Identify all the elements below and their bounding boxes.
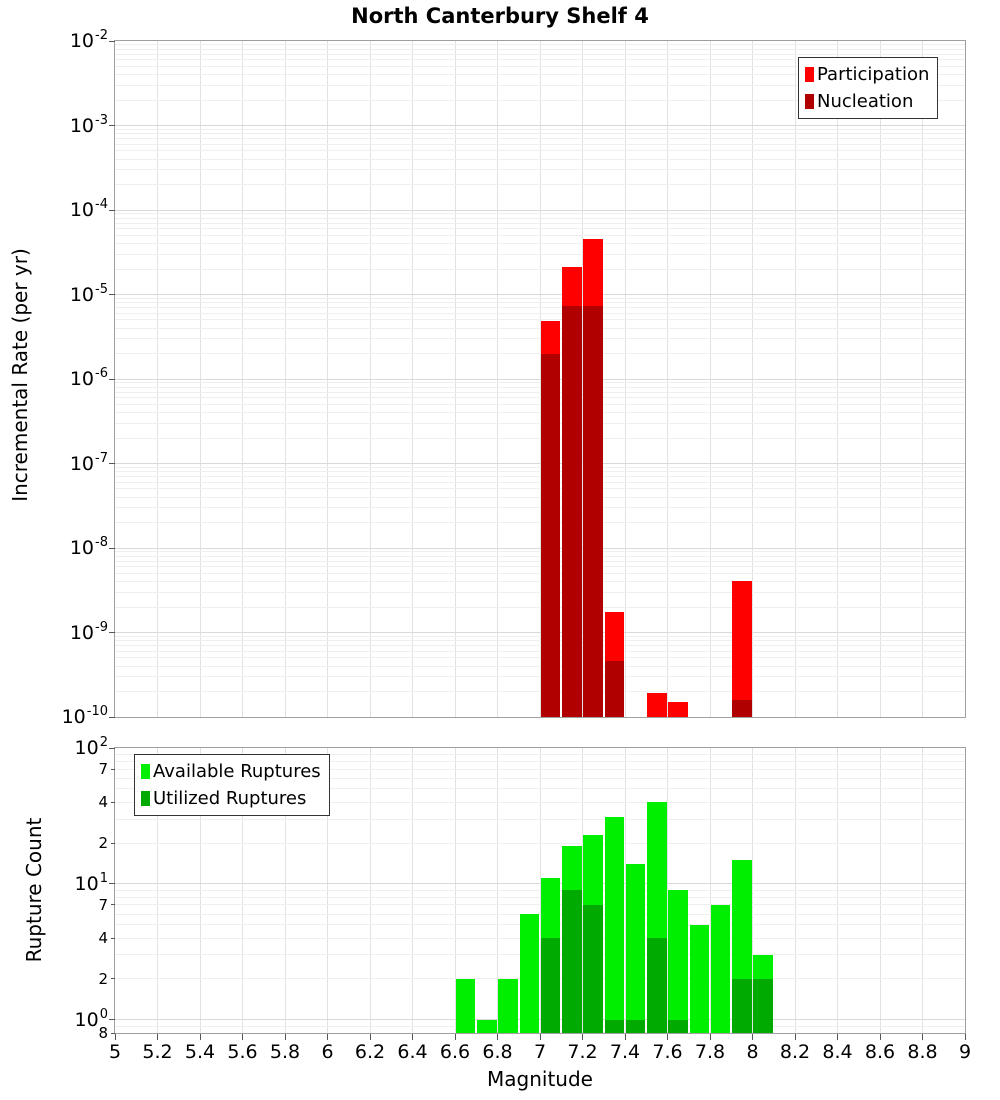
y-tick-mark xyxy=(109,717,115,718)
x-tick-mark xyxy=(242,1034,243,1040)
y-tick-mark xyxy=(109,379,115,380)
x-tick-label: 8 xyxy=(746,1041,759,1063)
utilized-ruptures-bar xyxy=(753,979,773,1033)
y-tick-label: $10^{-9}$ xyxy=(69,619,108,644)
gridline-minor xyxy=(115,169,965,170)
y-minor-tick-mark xyxy=(111,843,115,844)
y-minor-tick-label: 7 xyxy=(98,895,108,914)
y-minor-tick-mark xyxy=(111,802,115,803)
x-tick-label: 6.6 xyxy=(439,1041,471,1063)
gridline-minor xyxy=(115,243,965,244)
x-tick-label: 5 xyxy=(108,1041,122,1063)
nucleation-bar xyxy=(583,306,603,717)
legend-label: Utilized Ruptures xyxy=(153,788,307,809)
x-tick-mark xyxy=(455,1034,456,1040)
gridline-minor xyxy=(115,133,965,134)
y-minor-tick-label: 8 xyxy=(98,1024,108,1042)
bottom-legend xyxy=(134,754,330,816)
x-tick-label: 8.4 xyxy=(822,1041,853,1063)
y-tick-mark xyxy=(109,883,115,884)
x-tick-mark xyxy=(370,1034,371,1040)
x-tick-label: 7.6 xyxy=(652,1041,683,1063)
gridline-minor xyxy=(115,307,965,308)
y-tick-label: $10^{-3}$ xyxy=(69,112,108,137)
y-minor-tick-mark xyxy=(111,904,115,905)
y-tick-mark xyxy=(109,463,115,464)
legend-label: Available Ruptures xyxy=(153,761,321,782)
x-tick-label: 7.4 xyxy=(609,1041,641,1063)
y-tick-mark xyxy=(109,1019,115,1020)
x-tick-mark xyxy=(115,1034,116,1040)
participation-bar xyxy=(732,581,752,717)
gridline-minor xyxy=(115,228,965,229)
y-tick-label: $10^{-8}$ xyxy=(69,535,108,559)
gridline-minor xyxy=(115,223,965,224)
available-ruptures-bar xyxy=(605,817,625,1033)
available-ruptures-bar xyxy=(520,914,540,1033)
gridline-minor xyxy=(115,269,965,270)
y-tick-mark xyxy=(109,632,115,633)
x-tick-label: 6 xyxy=(321,1041,334,1063)
y-minor-tick-label: 4 xyxy=(98,929,108,947)
x-tick-mark xyxy=(200,1034,201,1040)
gridline-minor xyxy=(115,44,965,45)
bottom-y-axis-label: Rupture Count xyxy=(22,817,46,963)
x-tick-mark xyxy=(795,1034,796,1040)
available-ruptures-bar xyxy=(711,905,731,1033)
x-tick-label: 5.2 xyxy=(142,1041,173,1063)
x-tick-label: 7.8 xyxy=(694,1041,726,1063)
nucleation-bar xyxy=(732,700,752,717)
gridline-minor xyxy=(115,302,965,303)
legend-item xyxy=(805,61,929,88)
gridline-minor xyxy=(115,843,965,844)
y-tick-label: $10^{-7}$ xyxy=(69,450,108,475)
available-ruptures-bar xyxy=(668,890,688,1033)
top-plot-area xyxy=(114,40,966,718)
utilized-ruptures-bar xyxy=(647,938,667,1033)
utilized-ruptures-bar xyxy=(626,1020,646,1033)
y-tick-label: $10^0$ xyxy=(74,1006,108,1031)
y-tick-label: $10^{-6}$ xyxy=(69,366,108,390)
y-tick-mark xyxy=(109,210,115,211)
utilized-ruptures-bar xyxy=(562,890,582,1033)
gridline-minor xyxy=(115,150,965,151)
x-tick-mark xyxy=(497,1034,498,1040)
y-tick-mark xyxy=(109,748,115,749)
gridline-minor xyxy=(115,235,965,236)
chart-title: North Canterbury Shelf 4 xyxy=(351,4,649,28)
gridline-minor xyxy=(115,138,965,139)
available-ruptures-bar xyxy=(626,864,646,1033)
y-tick-mark xyxy=(109,41,115,42)
utilized-ruptures-swatch xyxy=(141,791,150,806)
x-axis-label: Magnitude xyxy=(487,1067,593,1091)
top-y-axis-label: Incremental Rate (per yr) xyxy=(8,248,32,502)
x-tick-label: 8.8 xyxy=(907,1041,938,1063)
y-tick-mark xyxy=(109,548,115,549)
x-tick-label: 5.4 xyxy=(184,1041,216,1063)
y-minor-tick-label: 4 xyxy=(98,793,108,812)
utilized-ruptures-bar xyxy=(668,1020,688,1033)
y-minor-tick-label: 2 xyxy=(98,969,108,988)
gridline-minor xyxy=(115,298,965,299)
available-ruptures-swatch xyxy=(141,764,150,779)
x-tick-mark xyxy=(880,1034,881,1040)
gridline-minor xyxy=(115,49,965,50)
x-tick-mark xyxy=(625,1034,626,1040)
gridline-minor xyxy=(115,54,965,55)
gridline-minor xyxy=(115,144,965,145)
y-tick-label: $10^{-4}$ xyxy=(69,197,108,221)
x-tick-mark xyxy=(752,1034,753,1040)
nucleation-bar xyxy=(541,354,561,717)
gridline-minor xyxy=(115,313,965,314)
x-tick-mark xyxy=(285,1034,286,1040)
x-tick-mark xyxy=(710,1034,711,1040)
y-minor-tick-label: 7 xyxy=(98,760,108,779)
available-ruptures-bar xyxy=(456,979,476,1033)
x-tick-label: 6.8 xyxy=(482,1041,513,1063)
y-minor-tick-mark xyxy=(111,769,115,770)
nucleation-bar xyxy=(605,661,625,717)
available-ruptures-bar xyxy=(477,1020,497,1033)
x-tick-label: 6.4 xyxy=(397,1041,428,1063)
utilized-ruptures-bar xyxy=(541,938,561,1033)
y-minor-tick-mark xyxy=(111,978,115,979)
x-tick-mark xyxy=(540,1034,541,1040)
x-tick-label: 7.2 xyxy=(567,1041,598,1063)
x-tick-label: 8.6 xyxy=(864,1041,896,1063)
nucleation-bar xyxy=(562,306,582,717)
available-ruptures-bar xyxy=(498,979,518,1033)
top-legend xyxy=(798,57,938,119)
x-tick-mark xyxy=(412,1034,413,1040)
x-tick-label: 7 xyxy=(533,1041,547,1063)
gridline-major xyxy=(115,125,965,126)
gridline-minor xyxy=(115,819,965,820)
participation-bar xyxy=(668,702,688,717)
nucleation-swatch xyxy=(805,94,814,109)
y-tick-label: $10^{-10}$ xyxy=(61,704,108,728)
x-tick-mark xyxy=(582,1034,583,1040)
gridline-minor xyxy=(115,129,965,130)
participation-bar xyxy=(647,693,667,717)
legend-item xyxy=(141,785,321,812)
x-tick-mark xyxy=(157,1034,158,1040)
x-tick-label: 5.6 xyxy=(227,1041,258,1063)
gridline-minor xyxy=(115,213,965,214)
x-tick-label: 6.2 xyxy=(354,1041,386,1063)
utilized-ruptures-bar xyxy=(583,905,603,1033)
gridline-minor xyxy=(115,218,965,219)
gridline-minor xyxy=(115,184,965,185)
utilized-ruptures-bar xyxy=(732,979,752,1033)
y-tick-label: $10^{-2}$ xyxy=(69,28,108,52)
legend-label: Nucleation xyxy=(817,91,914,112)
y-minor-tick-label: 2 xyxy=(98,834,108,852)
y-tick-label: $10^{-5}$ xyxy=(69,281,108,306)
available-ruptures-bar xyxy=(690,925,710,1033)
y-tick-mark xyxy=(109,294,115,295)
x-tick-mark xyxy=(965,1034,966,1040)
gridline-minor xyxy=(115,254,965,255)
x-tick-mark xyxy=(667,1034,668,1040)
x-tick-label: 8.2 xyxy=(779,1041,811,1063)
y-tick-label: $10^2$ xyxy=(74,735,108,759)
x-tick-mark xyxy=(837,1034,838,1040)
gridline-minor xyxy=(115,159,965,160)
legend-item xyxy=(141,758,321,785)
participation-swatch xyxy=(805,67,814,82)
y-tick-mark xyxy=(109,125,115,126)
x-tick-mark xyxy=(922,1034,923,1040)
gridline-major xyxy=(115,294,965,295)
legend-item xyxy=(805,88,929,115)
y-minor-tick-mark xyxy=(111,938,115,939)
gridline-major xyxy=(115,210,965,211)
x-tick-mark xyxy=(327,1034,328,1040)
x-tick-label: 9 xyxy=(958,1041,972,1063)
legend-label: Participation xyxy=(817,64,930,85)
utilized-ruptures-bar xyxy=(605,1020,625,1033)
x-tick-label: 5.8 xyxy=(269,1041,301,1063)
y-tick-label: $10^1$ xyxy=(74,870,108,895)
